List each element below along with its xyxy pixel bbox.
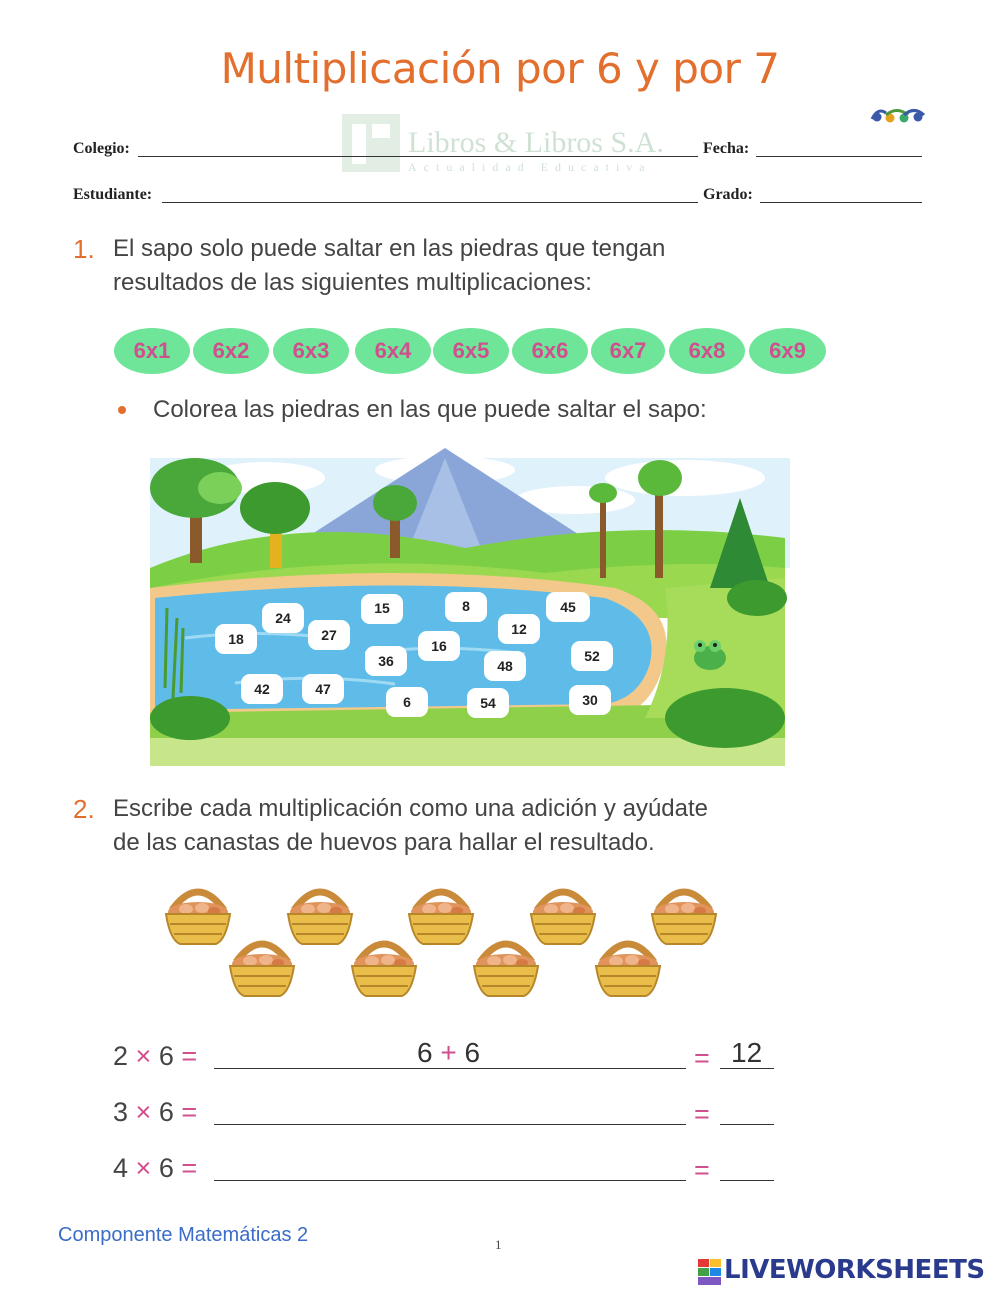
stone-label: 24 bbox=[275, 610, 291, 626]
stone-label: 18 bbox=[228, 631, 244, 647]
stone-label: 42 bbox=[254, 681, 270, 697]
egg-basket-icon bbox=[652, 892, 716, 944]
multiplication-pill: 6x7 bbox=[591, 328, 665, 374]
date-field[interactable] bbox=[756, 156, 922, 157]
multiplication-pill: 6x3 bbox=[273, 328, 349, 374]
multiplication-pill: 6x8 bbox=[669, 328, 745, 374]
egg-basket-icon bbox=[409, 892, 473, 944]
grade-field[interactable] bbox=[760, 202, 922, 203]
multiplication-pill: 6x5 bbox=[433, 328, 509, 374]
question-2-line-1: Escribe cada multiplicación como una adición y ayúdate bbox=[113, 795, 708, 822]
question-1-line-1: El sapo solo puede saltar en las piedras que tengan bbox=[113, 235, 666, 262]
stone-label: 47 bbox=[315, 681, 331, 697]
stone-label: 8 bbox=[462, 598, 470, 614]
stone-label: 36 bbox=[378, 653, 394, 669]
school-label: Colegio: bbox=[73, 140, 130, 157]
bullet-instruction: Colorea las piedras en las que puede saltar el sapo: bbox=[153, 396, 707, 423]
stone-label: 27 bbox=[321, 627, 337, 643]
pond-scene bbox=[145, 448, 790, 766]
egg-basket-icon bbox=[531, 892, 595, 944]
egg-basket-icon bbox=[596, 944, 660, 996]
page-number: 1 bbox=[495, 1237, 502, 1252]
stone-label: 15 bbox=[374, 600, 390, 616]
question-1-number: 1. bbox=[73, 234, 95, 264]
addition-answer-field[interactable] bbox=[214, 1180, 686, 1181]
stone-label: 45 bbox=[560, 599, 576, 615]
equals-sign: = bbox=[694, 1043, 710, 1073]
page-title: Multiplicación por 6 y por 7 bbox=[220, 44, 780, 93]
student-label: Estudiante: bbox=[73, 186, 153, 203]
pond-illustration bbox=[145, 448, 790, 766]
egg-basket-icon bbox=[288, 892, 352, 944]
bullet-icon bbox=[118, 406, 126, 414]
date-label: Fecha: bbox=[703, 140, 750, 157]
stone-label: 30 bbox=[582, 692, 598, 708]
equation-row-2: 3 × 6 = bbox=[113, 1097, 198, 1127]
stone-label: 12 bbox=[511, 621, 527, 637]
school-field[interactable] bbox=[138, 156, 698, 157]
liveworksheets-brand: LIVEWORKSHEETS bbox=[724, 1255, 985, 1285]
stone-label: 16 bbox=[431, 638, 447, 654]
egg-basket-icon bbox=[230, 944, 294, 996]
stone-label: 52 bbox=[584, 648, 600, 664]
equals-sign: = bbox=[694, 1099, 710, 1129]
multiplication-pill: 6x4 bbox=[355, 328, 431, 374]
student-field[interactable] bbox=[162, 202, 698, 203]
result-answer-field[interactable] bbox=[720, 1180, 774, 1181]
question-2-number: 2. bbox=[73, 794, 95, 824]
footer-component: Componente Matemáticas 2 bbox=[58, 1224, 309, 1246]
result-answer: 12 bbox=[731, 1037, 763, 1068]
multiplication-pill: 6x1 bbox=[114, 328, 190, 374]
equals-sign: = bbox=[694, 1155, 710, 1185]
equation-row-1: 2 × 6 = bbox=[113, 1041, 198, 1071]
egg-basket-icon bbox=[352, 944, 416, 996]
result-answer-field[interactable] bbox=[720, 1124, 774, 1125]
egg-baskets-illustration bbox=[160, 878, 725, 1008]
stone-label: 48 bbox=[497, 658, 513, 674]
equation-row-3: 4 × 6 = bbox=[113, 1153, 198, 1183]
watermark-title: Libros & Libros S.A. bbox=[408, 126, 664, 159]
egg-basket-icon bbox=[166, 892, 230, 944]
multiplication-pill: 6x2 bbox=[193, 328, 269, 374]
stone-label: 6 bbox=[403, 694, 411, 710]
question-2-line-2: de las canastas de huevos para hallar el resultado. bbox=[113, 829, 655, 856]
addition-answer: 6 + 6 bbox=[417, 1037, 481, 1068]
egg-basket-icon bbox=[474, 944, 538, 996]
watermark-subtitle: Actualidad Educativa bbox=[408, 160, 652, 174]
decorative-circles-icon bbox=[868, 103, 926, 125]
question-1-line-2: resultados de las siguientes multiplicaciones: bbox=[113, 269, 592, 296]
multiplication-pill: 6x6 bbox=[512, 328, 588, 374]
multiplication-pill: 6x9 bbox=[749, 328, 826, 374]
liveworksheets-logo-icon bbox=[698, 1259, 722, 1285]
addition-answer-field[interactable] bbox=[214, 1124, 686, 1125]
grade-label: Grado: bbox=[703, 186, 753, 203]
stone-label: 54 bbox=[480, 695, 496, 711]
